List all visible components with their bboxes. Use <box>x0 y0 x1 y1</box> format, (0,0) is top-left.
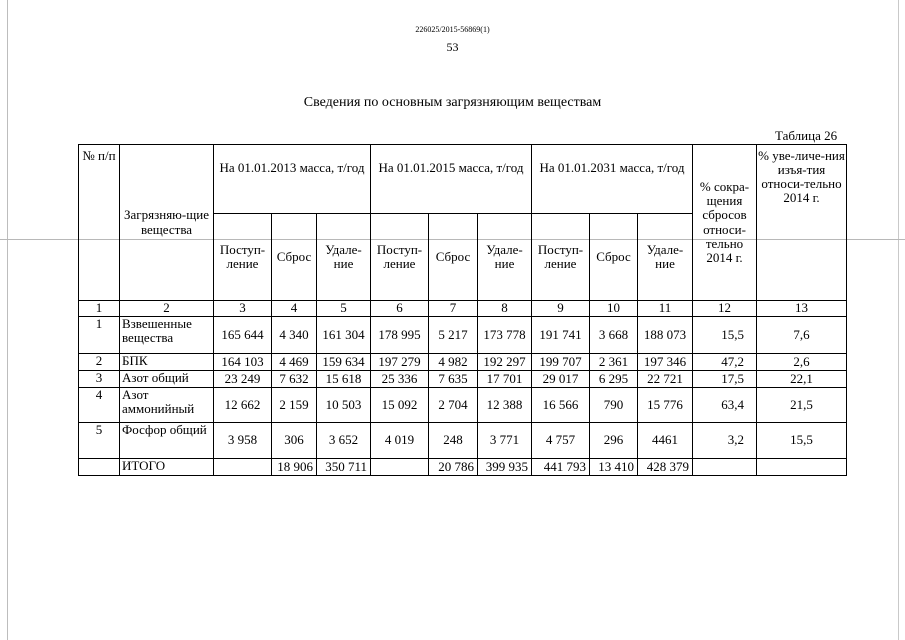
removal-2013: 10 503 <box>317 388 371 423</box>
intake-2031: 199 707 <box>532 354 590 371</box>
substance-name: Азот аммонийный <box>120 388 214 423</box>
column-number: 6 <box>371 301 429 317</box>
pct-reduction: 17,5 <box>693 371 757 388</box>
discharge-2013: 2 159 <box>272 388 317 423</box>
removal-2015: 192 297 <box>478 354 532 371</box>
discharge-2013: 4 469 <box>272 354 317 371</box>
header-2031: На 01.01.2031 масса, т/год <box>532 145 693 214</box>
pct-increase: 22,1 <box>757 371 847 388</box>
removal-2015: 173 778 <box>478 317 532 354</box>
subheader-discharge: Сброс <box>429 214 478 301</box>
discharge-2031: 296 <box>590 423 638 459</box>
subheader-removal: Удале-ние <box>638 214 693 301</box>
intake-2031: 4 757 <box>532 423 590 459</box>
pollutants-table <box>78 144 847 476</box>
table-row <box>79 354 847 371</box>
removal-2031: 15 776 <box>638 388 693 423</box>
document-title: Сведения по основным загрязняющим веществам <box>303 95 602 110</box>
total-intake-2015 <box>371 459 429 476</box>
removal-2013: 15 618 <box>317 371 371 388</box>
removal-2031: 22 721 <box>638 371 693 388</box>
intake-2013: 164 103 <box>214 354 272 371</box>
subheader-intake: Поступ-ление <box>214 214 272 301</box>
table-row <box>79 317 847 354</box>
table-row <box>79 388 847 423</box>
total-discharge-2013: 18 906 <box>272 459 317 476</box>
discharge-2031: 6 295 <box>590 371 638 388</box>
total-row-number <box>79 459 120 476</box>
subheader-discharge: Сброс <box>272 214 317 301</box>
removal-2013: 159 634 <box>317 354 371 371</box>
table-row <box>79 423 847 459</box>
total-discharge-2015: 20 786 <box>429 459 478 476</box>
total-label: ИТОГО <box>120 459 214 476</box>
discharge-2013: 306 <box>272 423 317 459</box>
removal-2013: 3 652 <box>317 423 371 459</box>
discharge-2013: 4 340 <box>272 317 317 354</box>
total-intake-2013 <box>214 459 272 476</box>
intake-2015: 15 092 <box>371 388 429 423</box>
table-label: Таблица 26 <box>775 128 838 143</box>
intake-2015: 178 995 <box>371 317 429 354</box>
column-number: 12 <box>693 301 757 317</box>
removal-2015: 17 701 <box>478 371 532 388</box>
removal-2031: 197 346 <box>638 354 693 371</box>
total-removal-2015: 399 935 <box>478 459 532 476</box>
discharge-2015: 4 982 <box>429 354 478 371</box>
column-number: 10 <box>590 301 638 317</box>
table-row <box>79 371 847 388</box>
intake-2013: 12 662 <box>214 388 272 423</box>
pct-increase: 7,6 <box>757 317 847 354</box>
total-pct-increase <box>757 459 847 476</box>
intake-2013: 3 958 <box>214 423 272 459</box>
discharge-2013: 7 632 <box>272 371 317 388</box>
intake-2015: 197 279 <box>371 354 429 371</box>
header-2013: На 01.01.2013 масса, т/год <box>214 145 371 214</box>
row-number: 1 <box>79 317 120 354</box>
column-number: 1 <box>79 301 120 317</box>
pct-increase: 15,5 <box>757 423 847 459</box>
removal-2015: 12 388 <box>478 388 532 423</box>
total-intake-2031: 441 793 <box>532 459 590 476</box>
total-removal-2031: 428 379 <box>638 459 693 476</box>
intake-2031: 16 566 <box>532 388 590 423</box>
discharge-2015: 7 635 <box>429 371 478 388</box>
substance-name: Фосфор общий <box>120 423 214 459</box>
document-code: 226025/2015-56869(1) <box>415 25 490 34</box>
header-no: № п/п <box>79 145 120 301</box>
discharge-2031: 2 361 <box>590 354 638 371</box>
intake-2013: 23 249 <box>214 371 272 388</box>
intake-2013: 165 644 <box>214 317 272 354</box>
pct-reduction: 15,5 <box>693 317 757 354</box>
subheader-removal: Удале-ние <box>317 214 371 301</box>
removal-2013: 161 304 <box>317 317 371 354</box>
subheader-removal: Удале-ние <box>478 214 532 301</box>
total-discharge-2031: 13 410 <box>590 459 638 476</box>
column-number: 4 <box>272 301 317 317</box>
column-number: 7 <box>429 301 478 317</box>
column-number: 8 <box>478 301 532 317</box>
column-number: 9 <box>532 301 590 317</box>
row-number: 5 <box>79 423 120 459</box>
intake-2015: 4 019 <box>371 423 429 459</box>
column-number: 3 <box>214 301 272 317</box>
subheader-intake: Поступ-ление <box>532 214 590 301</box>
discharge-2015: 2 704 <box>429 388 478 423</box>
intake-2015: 25 336 <box>371 371 429 388</box>
substance-name: БПК <box>120 354 214 371</box>
removal-2031: 4461 <box>638 423 693 459</box>
header-substance: Загрязняю-щие вещества <box>120 145 214 301</box>
row-number: 2 <box>79 354 120 371</box>
substance-name: Азот общий <box>120 371 214 388</box>
intake-2031: 29 017 <box>532 371 590 388</box>
row-number: 4 <box>79 388 120 423</box>
total-removal-2013: 350 711 <box>317 459 371 476</box>
removal-2031: 188 073 <box>638 317 693 354</box>
discharge-2031: 3 668 <box>590 317 638 354</box>
substance-name: Взвешенные вещества <box>120 317 214 354</box>
column-number: 13 <box>757 301 847 317</box>
column-number: 2 <box>120 301 214 317</box>
discharge-2015: 248 <box>429 423 478 459</box>
discharge-2015: 5 217 <box>429 317 478 354</box>
intake-2031: 191 741 <box>532 317 590 354</box>
header-pct-reduction: % сокра-щения сбросов относи-тельно 2014 г. <box>693 145 757 301</box>
row-number: 3 <box>79 371 120 388</box>
pct-reduction: 47,2 <box>693 354 757 371</box>
header-pct-increase: % уве-личе-ния изъя-тия относи-тельно 2014 г. <box>757 145 847 301</box>
pct-reduction: 3,2 <box>693 423 757 459</box>
pct-increase: 21,5 <box>757 388 847 423</box>
pct-increase: 2,6 <box>757 354 847 371</box>
removal-2015: 3 771 <box>478 423 532 459</box>
column-number: 5 <box>317 301 371 317</box>
pct-reduction: 63,4 <box>693 388 757 423</box>
total-pct-reduction <box>693 459 757 476</box>
header-2015: На 01.01.2015 масса, т/год <box>371 145 532 214</box>
total-row <box>79 459 847 476</box>
discharge-2031: 790 <box>590 388 638 423</box>
subheader-intake: Поступ-ление <box>371 214 429 301</box>
subheader-discharge: Сброс <box>590 214 638 301</box>
column-number-row <box>79 301 847 317</box>
column-number: 11 <box>638 301 693 317</box>
page-number: 53 <box>446 40 459 54</box>
